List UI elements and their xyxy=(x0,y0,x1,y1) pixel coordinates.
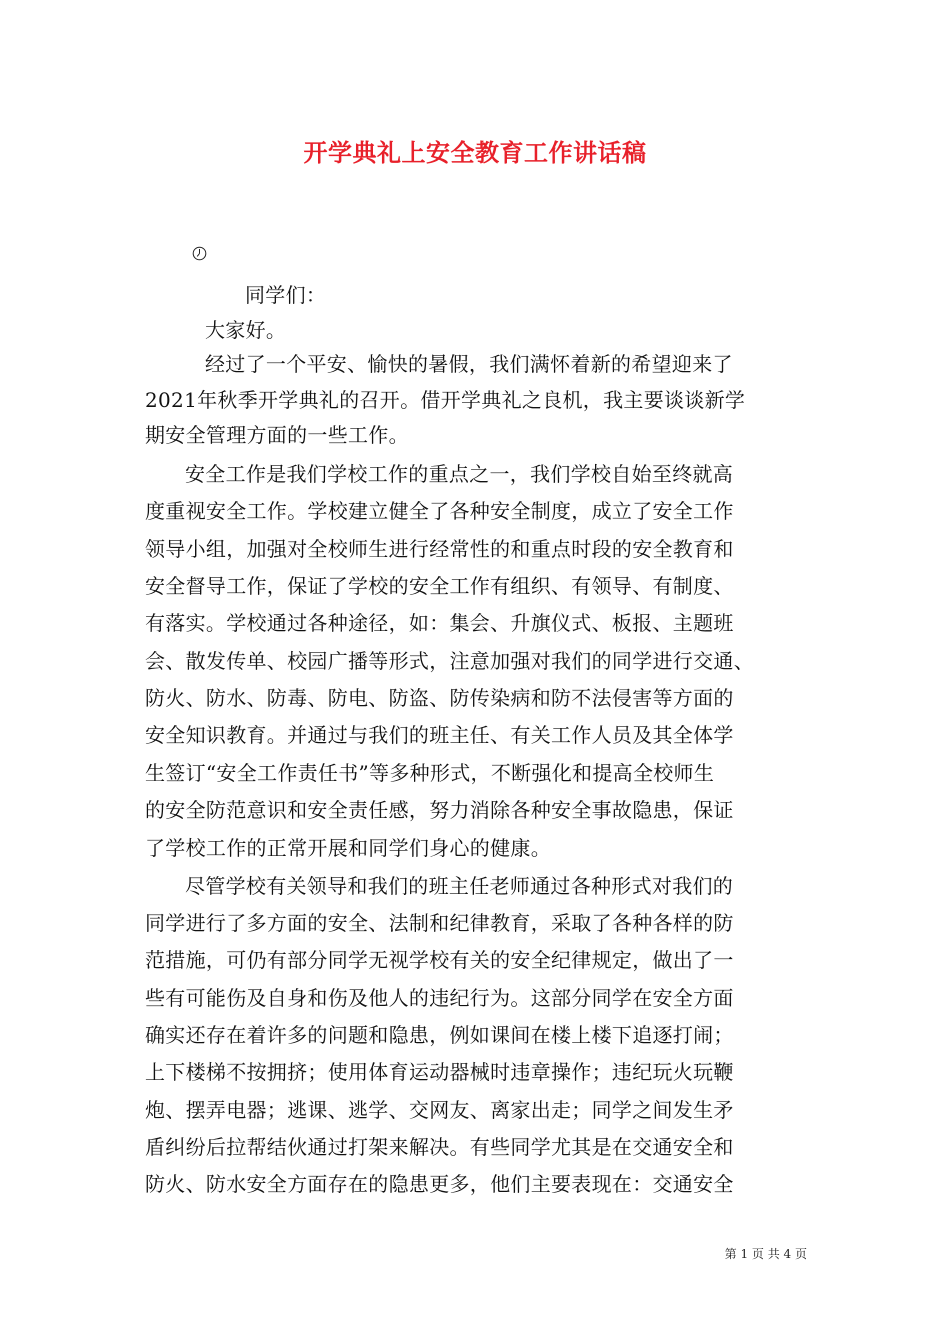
salutation: 同学们： xyxy=(245,283,327,307)
body-line: 炮、摆弄电器；逃课、逃学、交网友、离家出走；同学之间发生矛 xyxy=(145,1098,734,1122)
body-line: 生签订“安全工作责任书”等多种形式，不断强化和提高全校师生 xyxy=(145,761,715,785)
greeting: 大家好。 xyxy=(205,318,287,342)
body-line: 有落实。学校通过各种途径，如：集会、升旗仪式、板报、主题班 xyxy=(145,611,734,635)
body-line: 领导小组，加强对全校师生进行经常性的和重点时段的安全教育和 xyxy=(145,537,734,561)
body-line: 同学进行了多方面的安全、法制和纪律教育，采取了各种各样的防 xyxy=(145,911,734,935)
body-line: 些有可能伤及自身和伤及他人的违纪行为。这部分同学在安全方面 xyxy=(145,986,734,1010)
body-line: 会、散发传单、校园广播等形式，注意加强对我们的同学进行交通、 xyxy=(145,649,754,673)
body-line: 经过了一个平安、愉快的暑假，我们满怀着新的希望迎来了 xyxy=(205,352,733,376)
page-number: 第 1 页 共 4 页 xyxy=(724,1247,807,1261)
body-line: 防火、防水、防毒、防电、防盗、防传染病和防不法侵害等方面的 xyxy=(145,686,734,710)
body-line: 防火、防水安全方面存在的隐患更多，他们主要表现在：交通安全 xyxy=(145,1172,734,1196)
body-line: 上下楼梯不按拥挤；使用体育运动器械时违章操作；违纪玩火玩鞭 xyxy=(145,1060,734,1084)
body-line: 安全工作是我们学校工作的重点之一，我们学校自始至终就高 xyxy=(185,462,734,486)
clock-icon xyxy=(192,246,207,261)
body-line: 安全督导工作，保证了学校的安全工作有组织、有领导、有制度、 xyxy=(145,574,734,598)
body-line: 了学校工作的正常开展和同学们身心的健康。 xyxy=(145,836,551,860)
body-line: 2021年秋季开学典礼的召开。借开学典礼之良机，我主要谈谈新学 xyxy=(145,388,746,412)
body-line: 盾纠纷后拉帮结伙通过打架来解决。有些同学尤其是在交通安全和 xyxy=(145,1135,734,1159)
body-line: 度重视安全工作。学校建立健全了各种安全制度，成立了安全工作 xyxy=(145,499,734,523)
body-line: 确实还存在着许多的问题和隐患，例如课间在楼上楼下追逐打闹； xyxy=(145,1023,734,1047)
page-title: 开学典礼上安全教育工作讲话稿 xyxy=(303,138,647,167)
body-line: 期安全管理方面的一些工作。 xyxy=(145,423,409,447)
body-line: 尽管学校有关领导和我们的班主任老师通过各种形式对我们的 xyxy=(185,874,734,898)
body-line: 的安全防范意识和安全责任感，努力消除各种安全事故隐患，保证 xyxy=(145,798,734,822)
body-line: 安全知识教育。并通过与我们的班主任、有关工作人员及其全体学 xyxy=(145,723,734,747)
body-line: 范措施，可仍有部分同学无视学校有关的安全纪律规定，做出了一 xyxy=(145,948,734,972)
